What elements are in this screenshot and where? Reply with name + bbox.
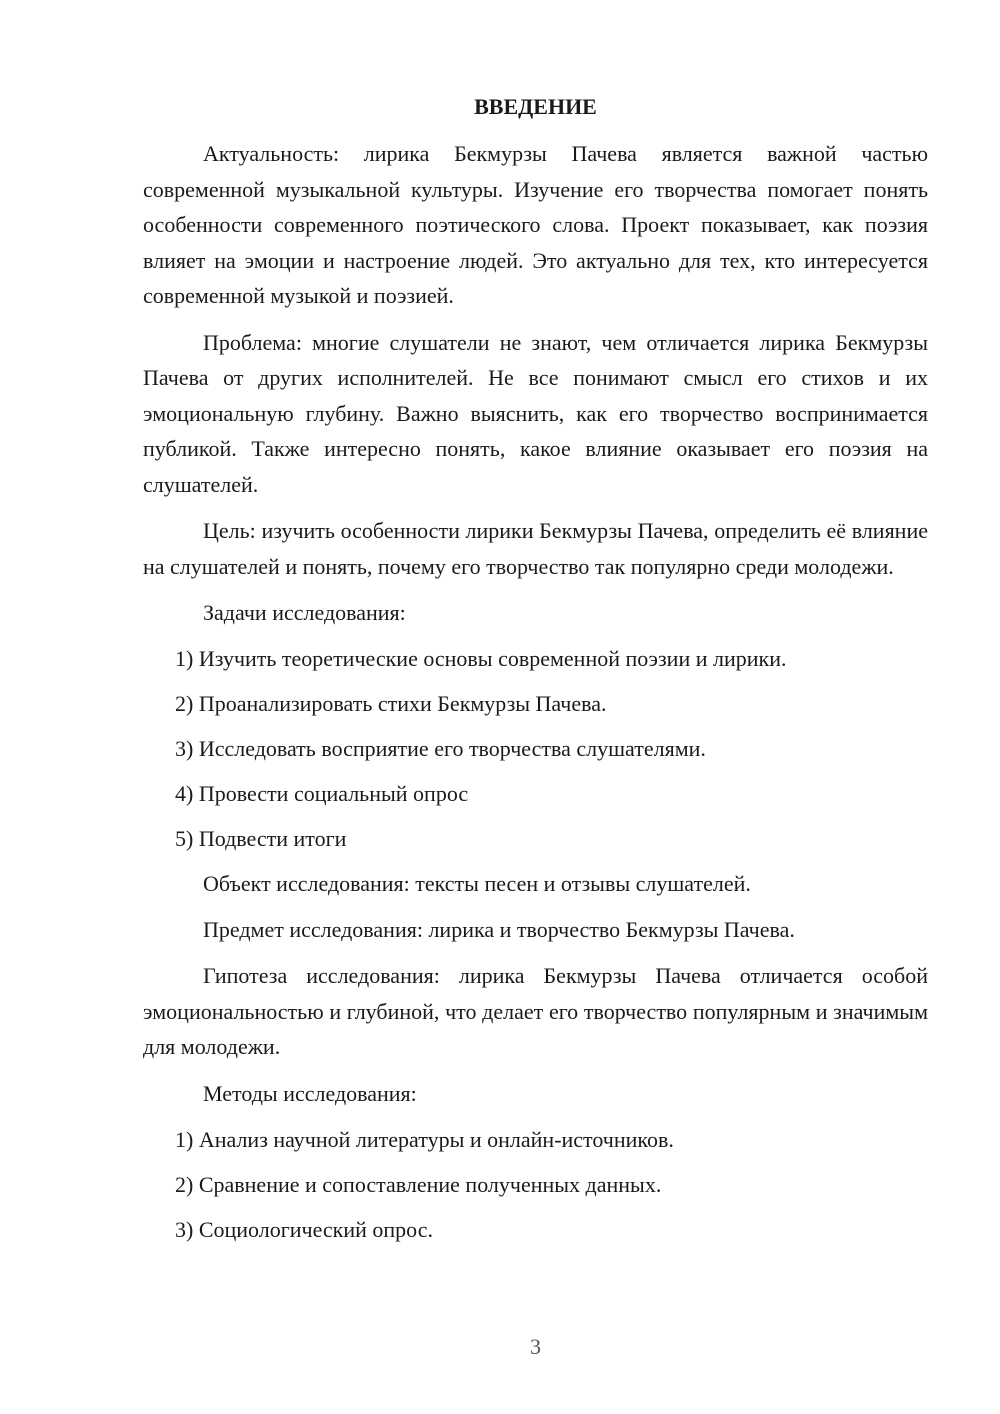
hypothesis-paragraph: Гипотеза исследования: лирика Бекмурзы Пачева отличается особой эмоциональностью и глубиной, что делает его творчество популярным и значимым для молодежи.: [143, 963, 928, 1059]
page-content: [143, 92, 928, 1257]
relevance-paragraph: Актуальность: лирика Бекмурзы Пачева является важной частью современной музыкальной культуры. Изучение его творчества помогает понять особенности современного поэтического слова. Проект показывает, как поэзия влияет на эмоции и настроение людей. Это актуально для тех, кто интересуется современной музыкой и поэзией.: [143, 141, 928, 308]
page-number: 3: [530, 1334, 541, 1359]
list-item: 5) Подвести итоги: [175, 826, 347, 851]
methods-list: [143, 1122, 928, 1247]
goal-paragraph: Цель: изучить особенности лирики Бекмурзы Пачева, определить её влияние на слушателей и понять, почему его творчество так популярно среди молодежи.: [143, 518, 928, 579]
list-item: 1) Изучить теоретические основы современной поэзии и лирики.: [175, 646, 787, 671]
list-item: 2) Сравнение и сопоставление полученных данных.: [175, 1171, 662, 1197]
problem-paragraph: Проблема: многие слушатели не знают, чем отличается лирика Бекмурзы Пачева от других исполнителей. Не все понимают смысл его стихов и их эмоциональную глубину. Важно выяснить, как его творчество воспринимается публикой. Также интересно понять, какое влияние оказывает его поэзия на слушателей.: [143, 329, 928, 497]
list-item: 4) Провести социальный опрос: [175, 781, 469, 806]
methods-heading: Методы исследования:: [203, 1080, 417, 1106]
list-item: 3) Исследовать восприятие его творчества слушателями.: [175, 736, 706, 761]
section-title: ВВЕДЕНИЕ: [474, 94, 597, 119]
subject-paragraph: Предмет исследования: лирика и творчество Бекмурзы Пачева.: [203, 917, 795, 942]
list-item: 2) Проанализировать стихи Бекмурзы Пачева.: [175, 691, 607, 716]
list-item: 3) Социологический опрос.: [175, 1216, 433, 1242]
object-paragraph: Объект исследования: тексты песен и отзывы слушателей.: [203, 871, 751, 896]
tasks-list: [143, 641, 928, 856]
tasks-heading: Задачи исследования:: [203, 600, 406, 625]
list-item: 1) Анализ научной литературы и онлайн-источников.: [175, 1126, 674, 1152]
